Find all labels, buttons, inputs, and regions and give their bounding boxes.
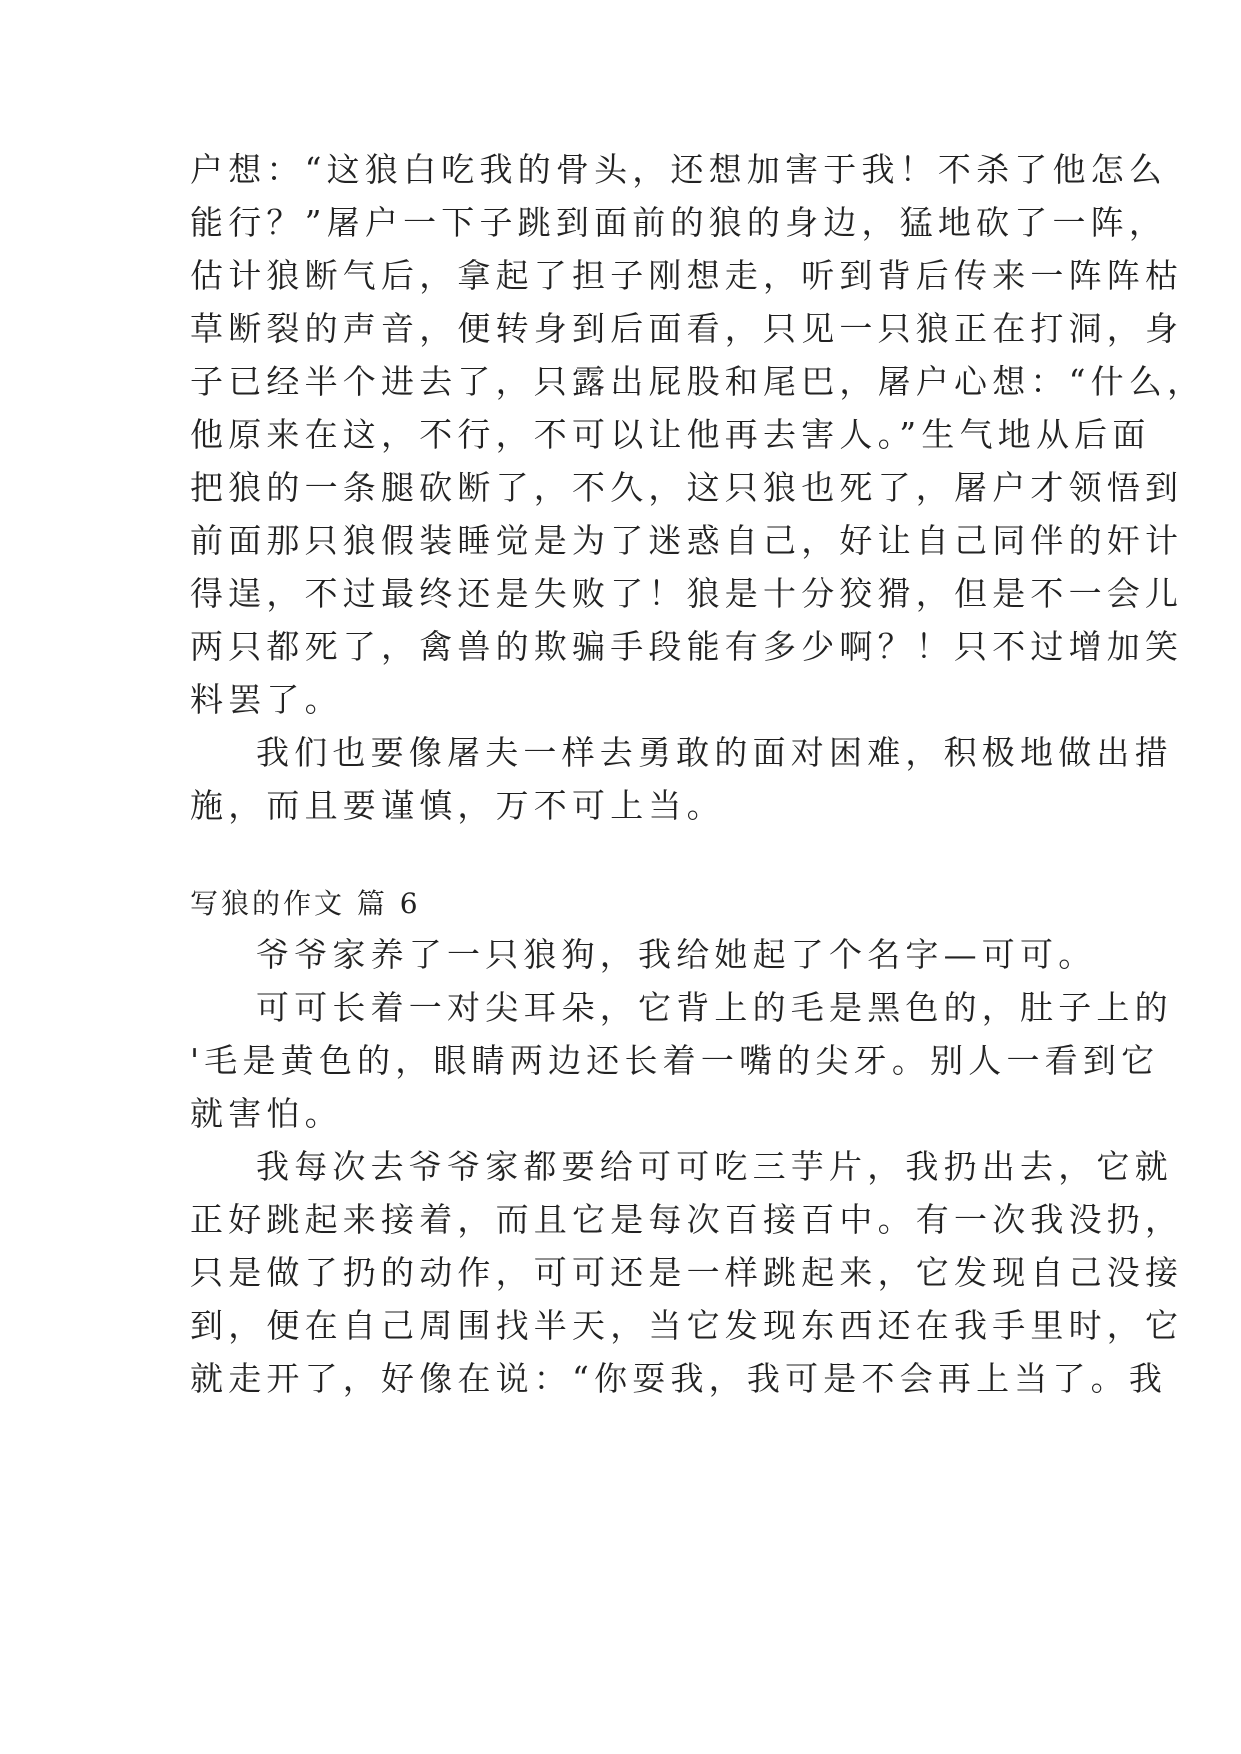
paragraph-1-line-6: 他原来在这，不行，不可以让他再去害人。”生气地从后面: [190, 415, 1151, 454]
paragraph-5-line-3: 只是做了扔的动作，可可还是一样跳起来，它发现自己没接: [190, 1253, 1184, 1292]
paragraph-4-line-2: '毛是黄色的，眼睛两边还长着一嘴的尖牙。别人一看到它: [190, 1041, 1160, 1080]
paragraph-2-line-2: 施，而且要谨慎，万不可上当。: [190, 786, 725, 825]
paragraph-1-line-5: 子已经半个进去了，只露出屁股和尾巴，屠户心想：“什么，: [190, 362, 1206, 401]
paragraph-1-line-11: 料罢了。: [190, 680, 343, 719]
paragraph-2-line-1: 我们也要像屠夫一样去勇敢的面对困难，积极地做出措: [256, 733, 1173, 772]
paragraph-5-line-1: 我每次去爷爷家都要给可可吃三芋片，我扔出去，它就: [256, 1147, 1173, 1186]
paragraph-5-line-5: 就走开了，好像在说：“你耍我，我可是不会再上当了。我: [190, 1359, 1168, 1398]
paragraph-1-line-7: 把狼的一条腿砍断了，不久，这只狼也死了，屠户才领悟到: [190, 468, 1184, 507]
paragraph-3-line-1: 爷爷家养了一只狼狗，我给她起了个名字—可可。: [256, 935, 1097, 974]
paragraph-1-line-8: 前面那只狼假装睡觉是为了迷惑自己，好让自己同伴的奸计: [190, 521, 1184, 560]
paragraph-1-line-3: 估计狼断气后，拿起了担子刚想走，听到背后传来一阵阵枯: [190, 256, 1184, 295]
paragraph-5-line-2: 正好跳起来接着，而且它是每次百接百中。有一次我没扔，: [190, 1200, 1184, 1239]
paragraph-1-line-4: 草断裂的声音，便转身到后面看，只见一只狼正在打洞，身: [190, 309, 1184, 348]
paragraph-1-line-2: 能行？”屠户一下子跳到面前的狼的身边，猛地砍了一阵，: [190, 203, 1168, 242]
paragraph-4-line-1: 可可长着一对尖耳朵，它背上的毛是黑色的，肚子上的: [256, 988, 1173, 1027]
paragraph-5-line-4: 到，便在自己周围找半天，当它发现东西还在我手里时，它: [190, 1306, 1184, 1345]
paragraph-4-line-3: 就害怕。: [190, 1094, 343, 1133]
section-heading: 写狼的作文 篇 6: [190, 887, 421, 920]
paragraph-1-line-9: 得逞，不过最终还是失败了！狼是十分狡猾，但是不一会儿: [190, 574, 1184, 613]
paragraph-1-line-10: 两只都死了，禽兽的欺骗手段能有多少啊？！只不过增加笑: [190, 627, 1184, 666]
paragraph-1-line-1: 户想：“这狼白吃我的骨头，还想加害于我！不杀了他怎么: [190, 150, 1168, 189]
